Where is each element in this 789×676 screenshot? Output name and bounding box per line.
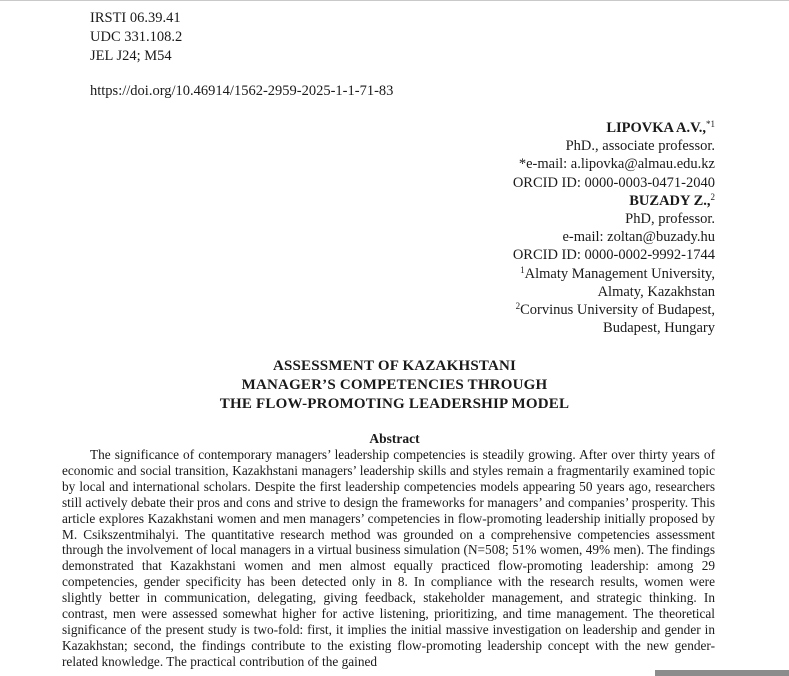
author-name-2 (513, 192, 715, 210)
author-marker: *1 (706, 119, 715, 129)
author-email-2[interactable]: e-mail: zoltan@buzady.hu (562, 229, 715, 246)
author-name-text: LIPOVKA A.V., (606, 120, 706, 136)
author-name-1 (513, 119, 715, 137)
udc-code: UDC 331.108.2 (90, 29, 183, 45)
irsti-code: IRSTI 06.39.41 (90, 10, 181, 26)
abstract-text: The significance of contemporary managers’ leadership competencies is steadily growing. After over thirty years of economic and social transition, Kazakhstani managers’ leadership skills and styles remain a fragmentarily examined topic by local and international scholars. Despite the first leadership competencies models appearing 50 years ago, researchers still actively debate their pros and cons and strive to design the frameworks for managers’ and companies’ prosperity. This article explores Kazakhstani women and men managers’ competencies in flow-promoting leadership initially proposed by M. Csikszentmihalyi. The quantitative research method was grounded on a comprehensive competencies assessment through the involvement of local managers in a virtual business simulation (N=508; 51% women, 49% men). The findings demonstrated that Kazakhstani women and men almost equally practiced flow-promoting leadership: among 29 competencies, gender specificity has been detected only in 8. In compliance with the research results, women were slightly better in communication, delegating, giving feedback, stakeholder management, and strategic thinking. In contrast, men were assessed somewhat higher for active listening, prioritizing, and time management. The theoretical significance of the present study is two-fold: first, it implies the initial massive investigation on leadership and gender in Kazakhstan; second, the findings contribute to the existing flow-promoting leadership concept with the new gender-related knowledge. The practical contribution of the gained (62, 447, 715, 669)
affiliation-marker: 2 (515, 301, 521, 312)
title-line-2: MANAGER’S COMPETENCIES THROUGH (241, 377, 548, 393)
article-title (0, 357, 789, 414)
affiliation-text: Almaty Management University, (524, 265, 715, 282)
affiliation-1-line-1 (513, 265, 715, 283)
affiliation-2-line-2: Budapest, Hungary (603, 320, 715, 337)
scrollbar-thumb[interactable] (655, 670, 789, 676)
classification-codes (90, 9, 182, 66)
jel-code: JEL J24; M54 (90, 48, 172, 64)
abstract-heading: Abstract (369, 431, 420, 446)
author-orcid-2: ORCID ID: 0000-0002-9992-1744 (512, 247, 715, 264)
affiliation-text: Corvinus University of Budapest, (520, 302, 715, 319)
author-orcid-1: ORCID ID: 0000-0003-0471-2040 (512, 174, 715, 191)
doi-link[interactable]: https://doi.org/10.46914/1562-2959-2025-1-1-71-83 (90, 83, 394, 99)
author-degree-1: PhD., associate professor. (565, 138, 715, 155)
author-marker: 2 (710, 191, 715, 202)
author-email-1[interactable]: *e-mail: a.lipovka@almau.edu.kz (518, 156, 715, 173)
author-block (513, 119, 715, 337)
affiliation-1-line-2: Almaty, Kazakhstan (597, 283, 715, 300)
affiliation-marker: 1 (520, 264, 525, 275)
author-name-text: BUZADY Z., (629, 192, 711, 209)
affiliation-2-line-1 (513, 301, 715, 319)
author-degree-2: PhD, professor. (625, 211, 715, 228)
title-line-1: ASSESSMENT OF KAZAKHSTANI (272, 358, 517, 374)
title-line-3: THE FLOW-PROMOTING LEADERSHIP MODEL (219, 396, 570, 412)
